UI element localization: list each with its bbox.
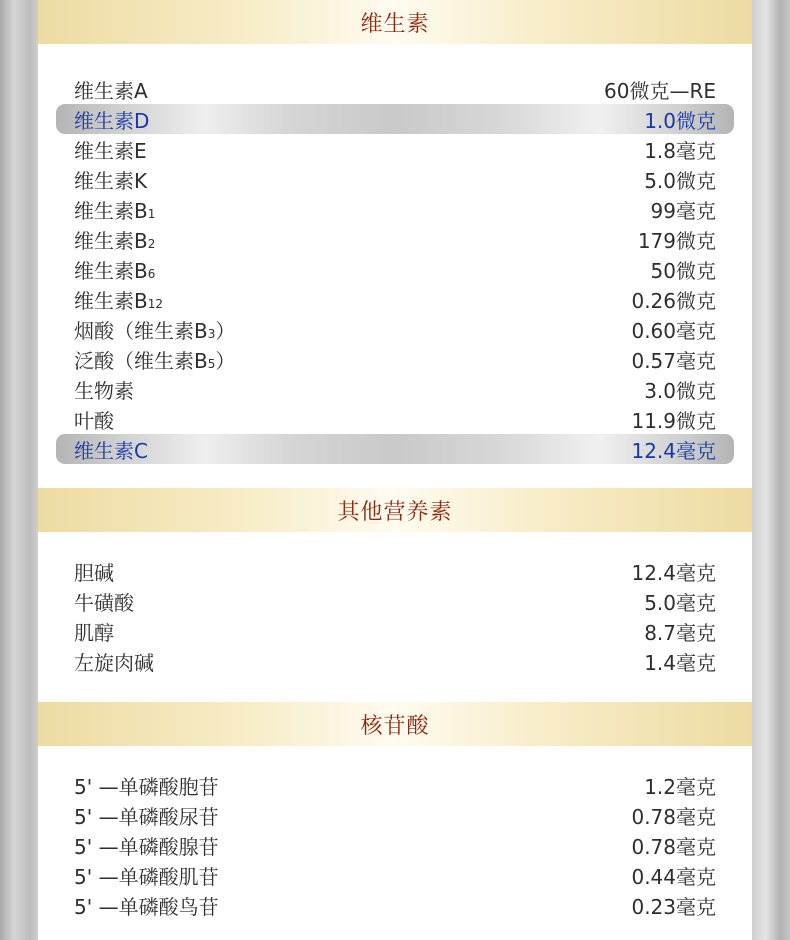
nutrient-name: 5' —单磷酸鸟苷: [74, 894, 219, 919]
nutrient-value: 60微克—RE: [604, 78, 716, 103]
nutrient-name: 5' —单磷酸腺苷: [74, 834, 219, 859]
nutrient-value: 0.78毫克: [631, 834, 716, 859]
nutrient-name: 维生素D: [74, 108, 150, 133]
nutrient-row: [56, 194, 734, 224]
nutrient-name: 左旋肉碱: [74, 650, 154, 675]
nutrient-row: [56, 556, 734, 586]
nutrient-name: 肌醇: [74, 620, 114, 645]
section-header-nucleotides: [38, 702, 752, 746]
nutrient-row: [56, 74, 734, 104]
nutrient-row: [56, 800, 734, 830]
nutrient-name: 叶酸: [74, 408, 114, 433]
nutrient-name: 维生素B6: [74, 258, 156, 283]
nutrient-name: 维生素E: [74, 138, 147, 163]
nutrient-row: [56, 616, 734, 646]
nutrient-value: 5.0毫克: [644, 590, 716, 615]
nutrient-value: 0.26微克: [631, 288, 716, 313]
nutrient-row: [56, 586, 734, 616]
nutrient-value: 0.57毫克: [631, 348, 716, 373]
nutrition-panel: [38, 0, 752, 940]
nutrient-name: 维生素B2: [74, 228, 156, 253]
nutrient-name: 牛磺酸: [74, 590, 134, 615]
nutrient-row: [56, 134, 734, 164]
nutrient-row: [56, 830, 734, 860]
nutrient-row: [56, 224, 734, 254]
nutrient-value: 8.7毫克: [644, 620, 716, 645]
section-title: 其他营养素: [337, 499, 453, 525]
section-title: 核苷酸: [360, 713, 430, 739]
nutrient-row: [56, 254, 734, 284]
nutrient-value: 3.0微克: [644, 378, 716, 403]
nutrient-name: 5' —单磷酸肌苷: [74, 864, 219, 889]
right-side-border: [752, 0, 790, 940]
subscript: 5: [207, 356, 216, 371]
nutrient-name: 生物素: [74, 378, 134, 403]
nutrient-value: 1.8毫克: [644, 138, 716, 163]
nutrient-name: 胆碱: [74, 560, 114, 585]
subscript: 6: [147, 266, 156, 281]
section-title: 维生素: [360, 11, 430, 37]
nutrient-value: 0.60毫克: [631, 318, 716, 343]
nutrient-name: 维生素K: [74, 168, 148, 193]
nutrient-value: 1.2毫克: [644, 774, 716, 799]
nutrient-value: 0.78毫克: [631, 804, 716, 829]
nutrient-value: 50微克: [650, 258, 716, 283]
nutrient-name: 泛酸（维生素B5）: [74, 348, 236, 373]
nutrient-value: 0.23毫克: [631, 894, 716, 919]
nutrient-name: 维生素B1: [74, 198, 156, 223]
nutrient-name: 维生素A: [74, 78, 148, 103]
nutrient-name: 5' —单磷酸胞苷: [74, 774, 219, 799]
nutrient-value: 99毫克: [650, 198, 716, 223]
nutrient-value: 1.0微克: [644, 108, 716, 133]
nutrient-row-highlight: [56, 104, 734, 134]
nutrient-row: [56, 770, 734, 800]
nutrient-row: [56, 646, 734, 676]
nutrient-value: 0.44毫克: [631, 864, 716, 889]
nutrient-value: 11.9微克: [631, 408, 716, 433]
nutrient-row-highlight: [56, 434, 734, 464]
nutrient-row: [56, 404, 734, 434]
subscript: 2: [147, 236, 156, 251]
section-header-vitamins: [38, 0, 752, 44]
nutrient-value: 179微克: [637, 228, 716, 253]
nutrient-value: 5.0微克: [644, 168, 716, 193]
nutrient-row: [56, 890, 734, 920]
nutrient-row: [56, 860, 734, 890]
nutrient-name: 5' —单磷酸尿苷: [74, 804, 219, 829]
subscript: 1: [147, 206, 156, 221]
nutrient-row: [56, 164, 734, 194]
nutrient-row: [56, 284, 734, 314]
nutrient-row: [56, 314, 734, 344]
subscript: 12: [147, 296, 164, 311]
nutrient-row: [56, 374, 734, 404]
subscript: 3: [207, 326, 216, 341]
section-header-other-nutrients: [38, 488, 752, 532]
nutrient-value: 12.4毫克: [631, 560, 716, 585]
nutrient-value: 12.4毫克: [631, 438, 716, 463]
nutrient-name: 维生素C: [74, 438, 148, 463]
nutrient-name: 维生素B12: [74, 288, 164, 313]
nutrient-name: 烟酸（维生素B3）: [74, 318, 236, 343]
nutrient-value: 1.4毫克: [644, 650, 716, 675]
nutrient-row: [56, 344, 734, 374]
